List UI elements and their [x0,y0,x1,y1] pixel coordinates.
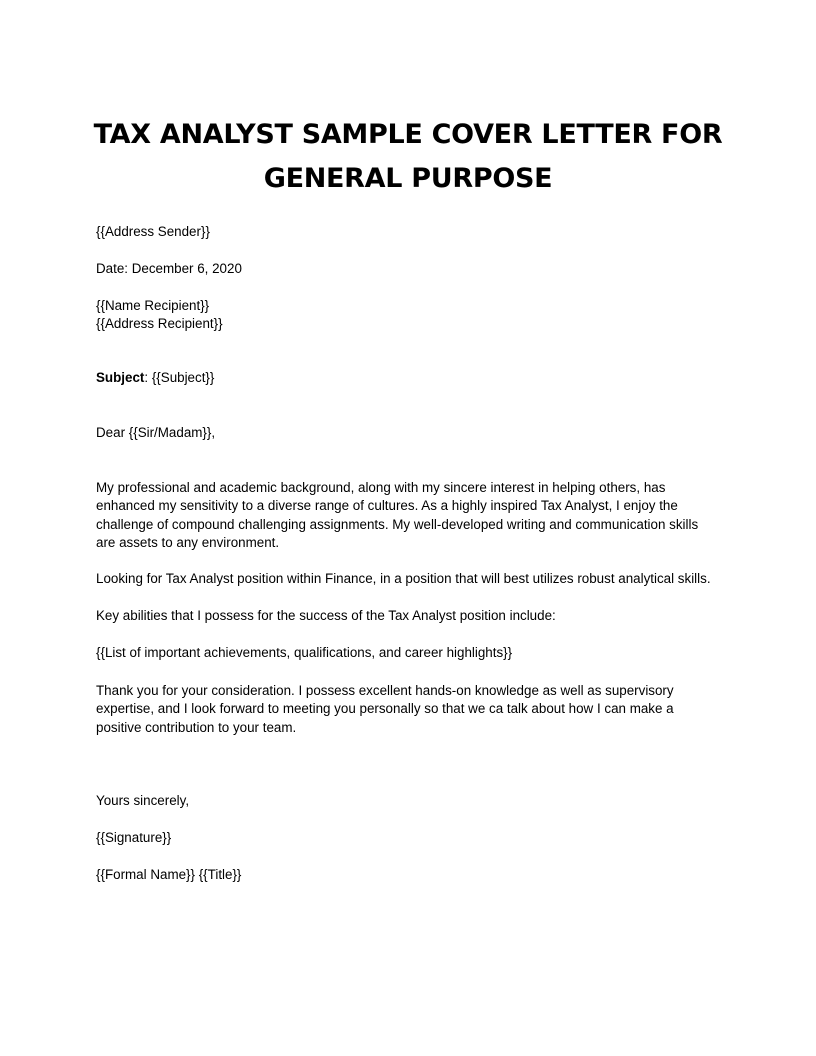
title-line-2: GENERAL PURPOSE [263,163,553,194]
paragraph-5 [96,682,736,737]
paragraph-1 [96,479,736,553]
paragraph-1-line: challenge of compound challenging assignments. My well-developed writing and communication skills [96,516,699,532]
paragraph-2: Looking for Tax Analyst position within Finance, in a position that will best utilizes robust analytical skills. [96,571,711,586]
paragraph-1-line: enhanced my sensitivity to a diverse range of cultures. As a highly inspired Tax Analyst, I enjoy the [96,498,678,514]
paragraph-5-line: expertise, and I look forward to meeting you personally so that we ca talk about how I can make a [96,701,674,717]
subject-line [96,369,214,387]
title-line-1: TAX ANALYST SAMPLE COVER LETTER FOR [93,119,723,150]
page-title [40,113,776,201]
name-recipient: {{Name Recipient}} [96,298,210,313]
address-sender: {{Address Sender}} [96,224,210,239]
signature: {{Signature}} [96,830,172,845]
subject-label: Subject [96,370,145,385]
paragraph-5-line: Thank you for your consideration. I possess excellent hands-on knowledge as well as supervisory [96,683,674,698]
letter-date: Date: December 6, 2020 [96,261,242,276]
salutation: Dear {{Sir/Madam}}, [96,425,216,440]
paragraph-3: Key abilities that I possess for the success of the Tax Analyst position include: [96,608,556,623]
paragraph-1-line: My professional and academic background, along with my sincere interest in helping others, has [96,480,666,495]
paragraph-1-line: are assets to any environment. [96,535,280,551]
paragraph-5-line: positive contribution to your team. [96,719,297,735]
paragraph-4: {{List of important achievements, qualifications, and career highlights}} [96,645,513,660]
closing: Yours sincerely, [96,793,190,808]
subject-value: : {{Subject}} [144,370,215,385]
address-recipient: {{Address Recipient}} [96,316,223,331]
formal-name-title: {{Formal Name}} {{Title}} [96,867,242,882]
